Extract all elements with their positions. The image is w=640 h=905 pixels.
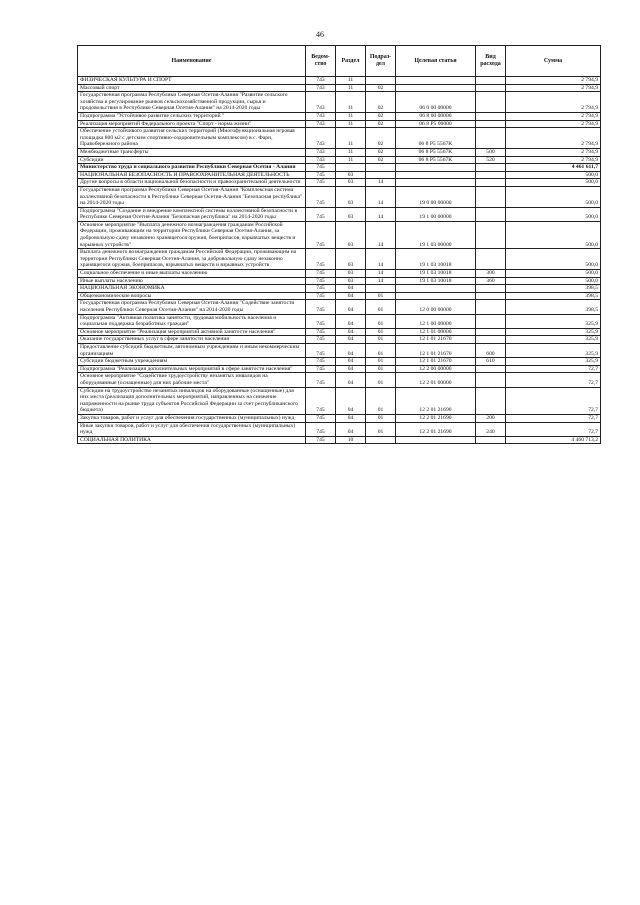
row-razdel: 04 (336, 358, 366, 366)
row-name: НАЦИОНАЛЬНАЯ БЕЗОПАСНОСТЬ И ПРАВООХРАНИТЕЛЬНАЯ ДЕЯТЕЛЬНОСТЬ (78, 171, 306, 179)
row-razdel: 11 (336, 84, 366, 92)
budget-table (77, 45, 601, 444)
row-name: Закупка товаров, работ и услуг для обеспечения государственных (муниципальных) нужд (78, 414, 306, 422)
row-vid: 610 (476, 358, 506, 366)
table-row (78, 171, 601, 179)
row-statya: 12 2 01 21690 (396, 387, 476, 414)
table-row (78, 328, 601, 336)
row-name: Межбюджетные трансферты (78, 148, 306, 156)
row-razdel: 04 (336, 292, 366, 300)
row-vid: 500 (476, 148, 506, 156)
row-razdel (336, 164, 366, 172)
row-vedomstvo: 745 (306, 314, 336, 328)
row-razdel: 04 (336, 343, 366, 357)
row-podrazdel (366, 164, 396, 172)
table-row (78, 249, 601, 270)
row-vedomstvo: 745 (306, 336, 336, 344)
row-summa: 398,5 (506, 285, 601, 293)
row-statya: 12 0 00 00000 (396, 300, 476, 314)
row-vid (476, 112, 506, 120)
row-summa: 72,7 (506, 414, 601, 422)
row-statya (396, 292, 476, 300)
row-vid: 200 (476, 414, 506, 422)
row-vedomstvo: 745 (306, 285, 336, 293)
row-name: Субсидии бюджетным учреждениям (78, 358, 306, 366)
table-row (78, 77, 601, 85)
row-statya: 06 8 P5 5567K (396, 128, 476, 149)
header-vid: Вид расхода (476, 46, 506, 77)
row-vedomstvo: 745 (306, 164, 336, 172)
row-statya: 19 1 03 10018 (396, 277, 476, 285)
row-summa: 4 460 713,2 (506, 436, 601, 444)
row-summa: 325,9 (506, 343, 601, 357)
row-vid (476, 373, 506, 387)
row-vedomstvo: 745 (306, 277, 336, 285)
row-vid (476, 179, 506, 187)
row-razdel: 04 (336, 387, 366, 414)
row-razdel: 04 (336, 373, 366, 387)
row-name: Основное мероприятие "Содействие трудоустройству незанятых инвалидов на оборудованные (оснащенные) для них рабочие места" (78, 373, 306, 387)
row-razdel: 04 (336, 422, 366, 436)
row-podrazdel: 14 (366, 179, 396, 187)
row-vid (476, 164, 506, 172)
row-vid (476, 186, 506, 207)
row-vedomstvo: 745 (306, 422, 336, 436)
row-summa: 2 794,9 (506, 92, 601, 113)
row-razdel: 11 (336, 156, 366, 164)
row-name: Министерство труда и социального развития Республики Северная Осетия - Алания (78, 164, 306, 172)
table-row (78, 128, 601, 149)
row-vedomstvo: 745 (306, 414, 336, 422)
row-statya: 06 8 P5 5567K (396, 148, 476, 156)
row-podrazdel: 02 (366, 120, 396, 128)
row-podrazdel: 02 (366, 128, 396, 149)
row-name: Государственная программа Республики Северная Осетия-Алания "Комплексная система коллективной безопасности в Республике Северная Осетия-Алания "Безопасная республика" на 2014-2020 годы (78, 186, 306, 207)
row-summa: 2 794,9 (506, 84, 601, 92)
row-vid (476, 365, 506, 373)
row-summa: 4 461 611,7 (506, 164, 601, 172)
header-statya: Целевая статья (396, 46, 476, 77)
row-razdel: 03 (336, 179, 366, 187)
row-name: СОЦИАЛЬНАЯ ПОЛИТИКА (78, 436, 306, 444)
row-statya: 06 8 P5 5567K (396, 156, 476, 164)
row-podrazdel: 14 (366, 186, 396, 207)
row-statya: 06 0 00 00000 (396, 92, 476, 113)
header-name: Наименование (78, 46, 306, 77)
row-podrazdel: 01 (366, 314, 396, 328)
table-row (78, 207, 601, 221)
table-row (78, 365, 601, 373)
row-podrazdel: 01 (366, 365, 396, 373)
table-header-row (78, 46, 601, 77)
row-razdel: 11 (336, 148, 366, 156)
row-vedomstvo: 743 (306, 120, 336, 128)
row-vedomstvo: 745 (306, 221, 336, 248)
row-summa: 325,9 (506, 358, 601, 366)
row-name: Оказание государственных услуг в сфере занятости населения (78, 336, 306, 344)
row-vid (476, 77, 506, 85)
row-summa: 2 794,9 (506, 128, 601, 149)
header-razdel: Раздел (336, 46, 366, 77)
row-summa: 72,7 (506, 365, 601, 373)
row-podrazdel: 01 (366, 358, 396, 366)
row-vedomstvo: 745 (306, 300, 336, 314)
row-name: Государственная программа Республики Северная Осетия-Алания "Содействие занятости населения Республики Северная Осетия-Алания" на 2014-2020 годы (78, 300, 306, 314)
row-vid (476, 292, 506, 300)
row-statya: 12 2 01 21690 (396, 414, 476, 422)
row-podrazdel (366, 77, 396, 85)
table-row (78, 164, 601, 172)
row-statya: 12 1 01 21670 (396, 343, 476, 357)
row-name: Другие вопросы в области национальной безопасности и правоохранительной деятельности (78, 179, 306, 187)
row-podrazdel: 02 (366, 148, 396, 156)
row-vedomstvo: 745 (306, 186, 336, 207)
row-vid (476, 120, 506, 128)
table-row (78, 120, 601, 128)
row-name: Субсидии (78, 156, 306, 164)
row-name: Подпрограмма "Реализация дополнительных мероприятий в сфере занятости населения" (78, 365, 306, 373)
row-summa: 72,7 (506, 422, 601, 436)
header-vedomstvo: Ведом-ство (306, 46, 336, 77)
row-vid: 520 (476, 156, 506, 164)
row-name: Иные закупки товаров, работ и услуг для обеспечения государственных (муниципальных) нужд (78, 422, 306, 436)
row-vid: 360 (476, 277, 506, 285)
page-number: 46 (316, 30, 324, 39)
row-summa: 2 794,9 (506, 148, 601, 156)
table-row (78, 148, 601, 156)
row-statya: 19 1 03 10018 (396, 249, 476, 270)
row-statya (396, 285, 476, 293)
row-razdel: 04 (336, 414, 366, 422)
row-name: Обеспечение устойчивого развития сельских территорий (Многофункциональная игровая площадка 800 м2 с детским спортивно-оздоровительным комплексом) в с. Фарн, Правобережного района (78, 128, 306, 149)
row-razdel: 04 (336, 285, 366, 293)
row-name: Предоставление субсидий бюджетным, автономным учреждениям и иным некоммерческим организациям (78, 343, 306, 357)
row-podrazdel: 14 (366, 270, 396, 278)
row-razdel: 11 (336, 120, 366, 128)
table-row (78, 358, 601, 366)
row-razdel: 11 (336, 128, 366, 149)
row-summa: 500,0 (506, 221, 601, 248)
row-podrazdel: 01 (366, 373, 396, 387)
row-podrazdel: 02 (366, 156, 396, 164)
table-row (78, 92, 601, 113)
table-row (78, 387, 601, 414)
row-statya: 06 8 00 00000 (396, 112, 476, 120)
row-vedomstvo: 745 (306, 270, 336, 278)
row-name: Выплата денежного вознаграждения гражданам Российской Федерации, проживающим на территории Республики Северная Осетия-Алания, за добровольную сдачу незаконно хранящегося оружия, боеприпасов, взрывчатых веществ и взрывных устройств (78, 249, 306, 270)
row-vedomstvo: 745 (306, 249, 336, 270)
row-podrazdel (366, 171, 396, 179)
row-vid (476, 128, 506, 149)
row-vedomstvo: 743 (306, 156, 336, 164)
row-summa: 500,0 (506, 171, 601, 179)
table-row (78, 436, 601, 444)
table-row (78, 300, 601, 314)
row-podrazdel: 14 (366, 249, 396, 270)
table-row (78, 414, 601, 422)
row-vedomstvo: 745 (306, 328, 336, 336)
row-podrazdel: 14 (366, 277, 396, 285)
row-summa: 325,9 (506, 328, 601, 336)
table-row (78, 373, 601, 387)
row-vedomstvo: 743 (306, 148, 336, 156)
row-vid (476, 249, 506, 270)
row-podrazdel: 01 (366, 387, 396, 414)
row-name: Основное мероприятие "Реализация мероприятий активной занятости населения" (78, 328, 306, 336)
row-razdel: 04 (336, 365, 366, 373)
row-razdel: 03 (336, 171, 366, 179)
row-name: Общеэкономические вопросы (78, 292, 306, 300)
row-name: Подпрограмма "Активная политика занятости, трудовая мобильность населения и социальная поддержка безработных граждан" (78, 314, 306, 328)
row-vid (476, 207, 506, 221)
row-vid: 240 (476, 422, 506, 436)
row-name: Подпрограмма "Создание и внедрение комплексной системы коллективной безопасности в Республике Северная Осетия-Алания "Безопасная республика" на 2014-2020 годы (78, 207, 306, 221)
row-vedomstvo: 743 (306, 92, 336, 113)
row-statya: 12 2 01 00000 (396, 373, 476, 387)
row-podrazdel: 01 (366, 300, 396, 314)
table-row (78, 336, 601, 344)
row-podrazdel: 01 (366, 414, 396, 422)
row-podrazdel: 02 (366, 84, 396, 92)
row-vedomstvo: 745 (306, 358, 336, 366)
row-summa: 500,0 (506, 207, 601, 221)
row-statya (396, 77, 476, 85)
table-row (78, 156, 601, 164)
row-name: Основное мероприятие "Выплата денежного вознаграждения гражданам Российской Федерации, проживающим на территории Республики Северная Осетия-Алания, за добровольную сдачу незаконно хранящегося оружия, боеприпасов, взрывчатых веществ и взрывных устройств" (78, 221, 306, 248)
row-name: НАЦИОНАЛЬНАЯ ЭКОНОМИКА (78, 285, 306, 293)
row-name: Реализация мероприятий Федерального проекта "Спорт - норма жизни" (78, 120, 306, 128)
row-razdel: 11 (336, 77, 366, 85)
row-summa: 500,0 (506, 179, 601, 187)
row-statya: 19 1 03 00000 (396, 221, 476, 248)
row-vedomstvo: 743 (306, 128, 336, 149)
row-statya: 12 1 01 21670 (396, 358, 476, 366)
row-statya: 12 1 01 21670 (396, 336, 476, 344)
row-vid (476, 285, 506, 293)
table-row (78, 179, 601, 187)
row-podrazdel (366, 285, 396, 293)
row-podrazdel: 02 (366, 112, 396, 120)
table-row (78, 112, 601, 120)
row-statya: 12 1 00 00000 (396, 314, 476, 328)
table-row (78, 285, 601, 293)
row-statya: 06 8 P5 00000 (396, 120, 476, 128)
row-statya: 19 1 03 10018 (396, 270, 476, 278)
row-vedomstvo: 745 (306, 179, 336, 187)
row-summa: 2 794,9 (506, 77, 601, 85)
header-summa: Сумма (506, 46, 601, 77)
row-podrazdel: 14 (366, 221, 396, 248)
row-vid (476, 436, 506, 444)
row-statya: 19 0 00 00000 (396, 186, 476, 207)
table-row (78, 343, 601, 357)
header-podrazdel: Подраз-дел (366, 46, 396, 77)
row-razdel: 04 (336, 300, 366, 314)
row-podrazdel: 01 (366, 343, 396, 357)
row-vid (476, 300, 506, 314)
row-vid (476, 328, 506, 336)
row-summa: 325,9 (506, 336, 601, 344)
row-summa: 72,7 (506, 387, 601, 414)
row-summa: 398,5 (506, 300, 601, 314)
row-vedomstvo: 745 (306, 343, 336, 357)
row-vid (476, 171, 506, 179)
row-podrazdel: 02 (366, 92, 396, 113)
row-vid (476, 387, 506, 414)
row-name: Иные выплаты населению (78, 277, 306, 285)
row-vedomstvo: 743 (306, 84, 336, 92)
row-podrazdel: 01 (366, 336, 396, 344)
row-vid: 300 (476, 270, 506, 278)
row-vid (476, 221, 506, 248)
row-vedomstvo: 743 (306, 112, 336, 120)
row-summa: 2 794,9 (506, 120, 601, 128)
row-summa: 500,0 (506, 277, 601, 285)
row-podrazdel: 01 (366, 292, 396, 300)
table-row (78, 270, 601, 278)
row-name: Массовый спорт (78, 84, 306, 92)
row-razdel: 03 (336, 249, 366, 270)
row-name: Подпрограмма "Устойчивое развитие сельских территорий " (78, 112, 306, 120)
row-razdel: 03 (336, 207, 366, 221)
row-summa: 500,0 (506, 249, 601, 270)
table-row (78, 84, 601, 92)
row-podrazdel: 01 (366, 328, 396, 336)
row-vedomstvo: 745 (306, 171, 336, 179)
row-summa: 2 794,9 (506, 112, 601, 120)
row-podrazdel: 14 (366, 207, 396, 221)
row-podrazdel (366, 436, 396, 444)
row-statya (396, 164, 476, 172)
row-razdel: 03 (336, 270, 366, 278)
table-row (78, 314, 601, 328)
row-summa: 500,0 (506, 270, 601, 278)
row-name: ФИЗИЧЕСКАЯ КУЛЬТУРА И СПОРТ (78, 77, 306, 85)
row-summa: 72,7 (506, 373, 601, 387)
row-summa: 500,0 (506, 186, 601, 207)
row-statya: 12 2 01 21690 (396, 422, 476, 436)
row-vid (476, 84, 506, 92)
row-name: Государственная программа Республики Северная Осетия-Алания "Развитие сельского хозяйства и регулирование рынков сельскохозяйственной продукции, сырья и продовольствия в Республике Северная Осетия-Алания" на 2014-2020 годы (78, 92, 306, 113)
row-razdel: 10 (336, 436, 366, 444)
table-row (78, 186, 601, 207)
row-name: Социальное обеспечение и иные выплаты населению (78, 270, 306, 278)
row-statya: 12 1 01 00000 (396, 328, 476, 336)
row-vedomstvo: 745 (306, 292, 336, 300)
row-vedomstvo: 745 (306, 436, 336, 444)
row-statya (396, 171, 476, 179)
row-razdel: 11 (336, 92, 366, 113)
row-razdel: 04 (336, 328, 366, 336)
row-vedomstvo: 745 (306, 207, 336, 221)
table-row (78, 422, 601, 436)
row-vid: 600 (476, 343, 506, 357)
row-vid (476, 314, 506, 328)
row-razdel: 11 (336, 112, 366, 120)
row-vid (476, 92, 506, 113)
row-razdel: 03 (336, 221, 366, 248)
row-summa: 2 794,9 (506, 156, 601, 164)
row-statya (396, 436, 476, 444)
row-razdel: 03 (336, 277, 366, 285)
row-razdel: 03 (336, 186, 366, 207)
row-name: Субсидии на трудоустройство незанятых инвалидов на оборудованные (оснащенные) для них места (реализация дополнительных мероприятий, направленных на снижение напряженности на рынке труда субъектов Российской Федерации за счет республиканского бюджета) (78, 387, 306, 414)
row-vedomstvo: 745 (306, 373, 336, 387)
row-vedomstvo: 743 (306, 77, 336, 85)
row-summa: 398,5 (506, 292, 601, 300)
table-row (78, 221, 601, 248)
row-statya: 12 2 00 00000 (396, 365, 476, 373)
table-row (78, 292, 601, 300)
row-statya: 19 1 00 00000 (396, 207, 476, 221)
table-row (78, 277, 601, 285)
row-vedomstvo: 745 (306, 365, 336, 373)
row-statya (396, 84, 476, 92)
row-razdel: 04 (336, 336, 366, 344)
row-razdel: 04 (336, 314, 366, 328)
row-summa: 325,9 (506, 314, 601, 328)
row-vid (476, 336, 506, 344)
row-statya (396, 179, 476, 187)
row-vedomstvo: 745 (306, 387, 336, 414)
row-podrazdel: 01 (366, 422, 396, 436)
